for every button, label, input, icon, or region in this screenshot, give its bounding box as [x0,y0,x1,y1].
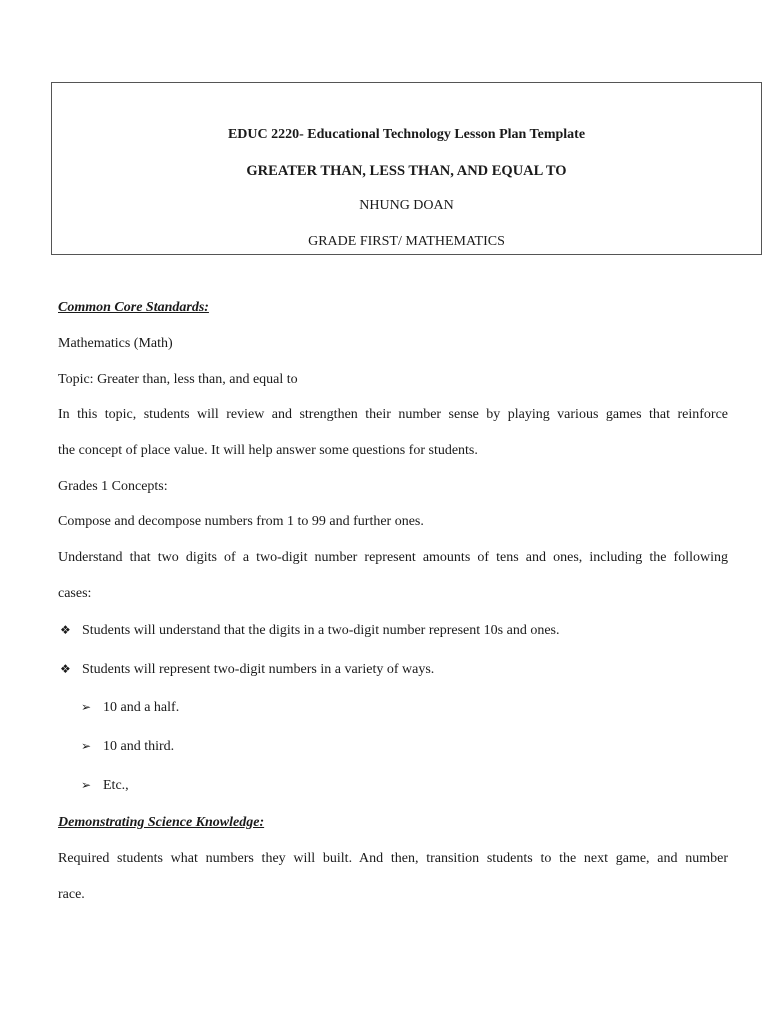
diamond-bullet-icon: ❖ [60,623,71,637]
sub-bullet-text: 10 and third. [103,739,175,754]
subject-line: Mathematics (Math) [58,336,173,351]
title-box [51,82,762,255]
compose-line: Compose and decompose numbers from 1 to 99 and further ones. [58,514,424,529]
list-item [60,659,434,680]
intro-line-2: the concept of place value. It will help answer some questions for students. [58,443,478,458]
understand-line-1: Understand that two digits of a two-digit number represent amounts of tens and ones, including the following [58,550,728,565]
understand-line-2: cases: [58,586,92,601]
grade-subject: GRADE FIRST/ MATHEMATICS [308,234,505,249]
course-title: EDUC 2220- Educational Technology Lesson Plan Template [227,127,586,142]
sub-bullet-text: 10 and a half. [103,700,180,715]
grades-concepts-line: Grades 1 Concepts: [58,479,168,494]
science-heading: Demonstrating Science Knowledge: [58,815,265,830]
arrowhead-bullet-icon: ➢ [81,778,92,792]
topic-line: Topic: Greater than, less than, and equal to [58,372,298,387]
science-line-2: race. [58,887,85,902]
author-name: NHUNG DOAN [359,198,454,213]
arrowhead-bullet-icon: ➢ [81,700,92,714]
arrowhead-bullet-icon: ➢ [81,739,92,753]
sub-bullet-text: Etc., [103,778,129,793]
science-line-1: Required students what numbers they will built. And then, transition students to the next game, and number [58,851,728,866]
sub-list-item [81,697,179,718]
sub-list-item [81,775,129,796]
bullet-text: Students will understand that the digits in a two-digit number represent 10s and ones. [82,623,560,638]
lesson-title: GREATER THAN, LESS THAN, AND EQUAL TO [246,163,567,179]
bullet-text: Students will represent two-digit numbers in a variety of ways. [82,662,435,677]
diamond-bullet-icon: ❖ [60,662,71,676]
standards-heading: Common Core Standards: [58,300,209,315]
list-item [60,620,559,641]
sub-list-item [81,736,174,757]
intro-line-1: In this topic, students will review and strengthen their number sense by playing various games that reinforce [58,407,728,422]
